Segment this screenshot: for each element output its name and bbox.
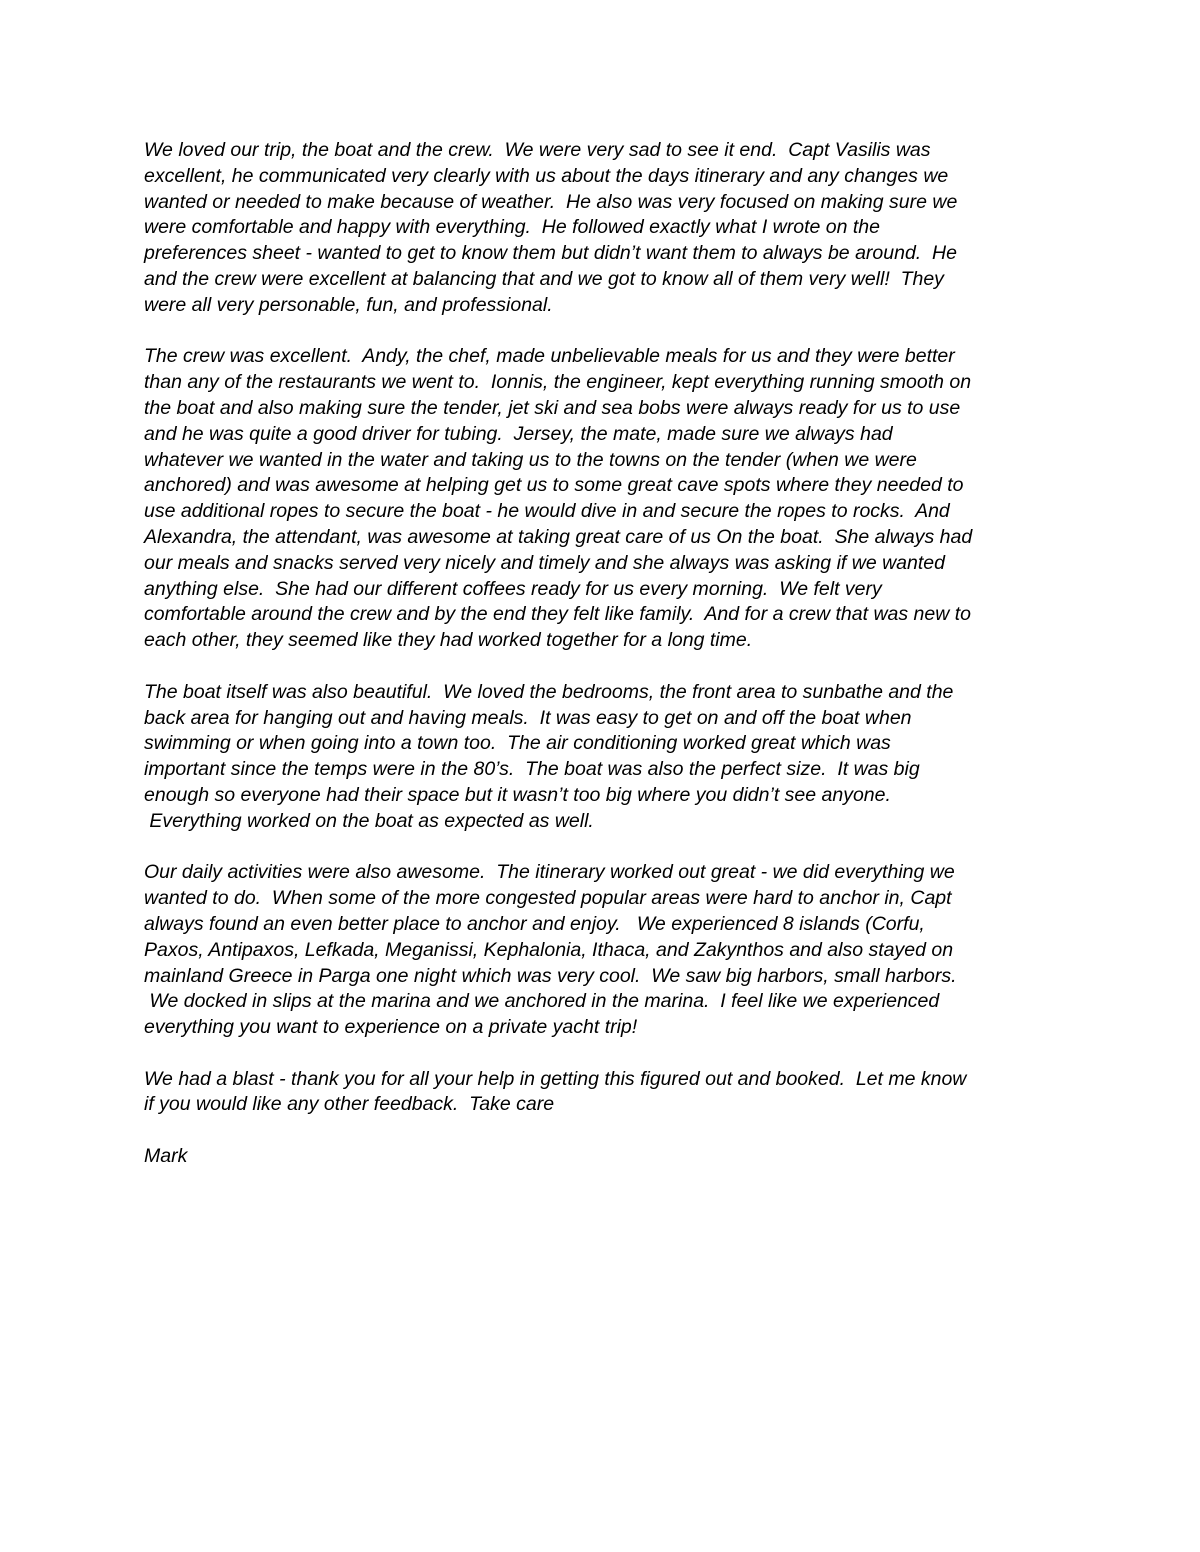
text-line: The boat itself was also beautiful. We loved the bedrooms, the front area to sunbathe and the <box>144 680 954 703</box>
paragraph-closing <box>144 1067 1104 1119</box>
text-line: were comfortable and happy with everything. He followed exactly what I wrote on the <box>144 216 880 239</box>
text-line: Paxos, Antipaxos, Lefkada, Meganissi, Kephalonia, Ithaca, and Zakynthos and also stayed on <box>144 938 954 961</box>
text-line: Our daily activities were also awesome. The itinerary worked out great - we did everything we <box>144 861 955 884</box>
text-line: We had a blast - thank you for all your help in getting this figured out and booked. Let me know <box>144 1067 967 1090</box>
text-line: if you would like any other feedback. Take care <box>144 1093 555 1116</box>
text-line: were all very personable, fun, and professional. <box>144 293 553 316</box>
text-line: each other, they seemed like they had worked together for a long time. <box>144 629 753 652</box>
text-line: back area for hanging out and having meals. It was easy to get on and off the boat when <box>144 706 912 729</box>
text-line: mainland Greece in Parga one night which was very cool. We saw big harbors, small harbors. <box>144 964 957 987</box>
paragraph-crew <box>144 344 1104 654</box>
signature <box>144 1144 1104 1170</box>
text-line: enough so everyone had their space but it wasn’t too big where you didn’t see anyone. <box>144 783 891 806</box>
paragraph-trip-overview <box>144 138 1104 319</box>
text-line: important since the temps were in the 80’s. The boat was also the perfect size. It was big <box>144 758 920 781</box>
text-line: excellent, he communicated very clearly with us about the days itinerary and any changes we <box>144 164 949 187</box>
text-line: use additional ropes to secure the boat - he would dive in and secure the ropes to rocks. And <box>144 500 950 523</box>
text-line: and the crew were excellent at balancing that and we got to know all of them very well! They <box>144 267 944 290</box>
text-line: our meals and snacks served very nicely and timely and she always was asking if we wanted <box>144 551 945 574</box>
text-line: anchored) and was awesome at helping get us to some great cave spots where they needed to <box>144 474 964 497</box>
paragraph-boat <box>144 680 1104 835</box>
text-line: anything else. She had our different coffees ready for us every morning. We felt very <box>144 577 882 600</box>
text-line: wanted or needed to make because of weather. He also was very focused on making sure we <box>144 190 958 213</box>
text-line: always found an even better place to anchor and enjoy. We experienced 8 islands (Corfu, <box>144 912 925 935</box>
text-line: whatever we wanted in the water and taking us to the towns on the tender (when we were <box>144 448 917 471</box>
text-line: than any of the restaurants we went to. Ionnis, the engineer, kept everything running smooth on <box>144 371 972 394</box>
text-line: the boat and also making sure the tender, jet ski and sea bobs were always ready for us to use <box>144 396 961 419</box>
text-line: Mark <box>144 1145 188 1168</box>
text-line: wanted to do. When some of the more congested popular areas were hard to anchor in, Capt <box>144 887 952 910</box>
text-line: The crew was excellent. Andy, the chef, made unbelievable meals for us and they were better <box>144 345 955 368</box>
text-line: Alexandra, the attendant, was awesome at taking great care of us On the boat. She always had <box>144 525 973 548</box>
paragraph-daily-activities <box>144 860 1104 1041</box>
text-line: Everything worked on the boat as expected as well. <box>144 809 594 832</box>
text-line: comfortable around the crew and by the end they felt like family. And for a crew that was new to <box>144 603 972 626</box>
text-line: preferences sheet - wanted to get to know them but didn’t want them to always be around. He <box>144 242 957 265</box>
text-line: and he was quite a good driver for tubing. Jersey, the mate, made sure we always had <box>144 422 893 445</box>
text-line: swimming or when going into a town too. The air conditioning worked great which was <box>144 732 891 755</box>
text-line: We docked in slips at the marina and we anchored in the marina. I feel like we experienced <box>144 990 940 1013</box>
text-line: everything you want to experience on a private yacht trip! <box>144 1016 638 1039</box>
document-text-body <box>144 138 1104 1170</box>
text-line: We loved our trip, the boat and the crew. We were very sad to see it end. Capt Vasilis was <box>144 139 931 161</box>
